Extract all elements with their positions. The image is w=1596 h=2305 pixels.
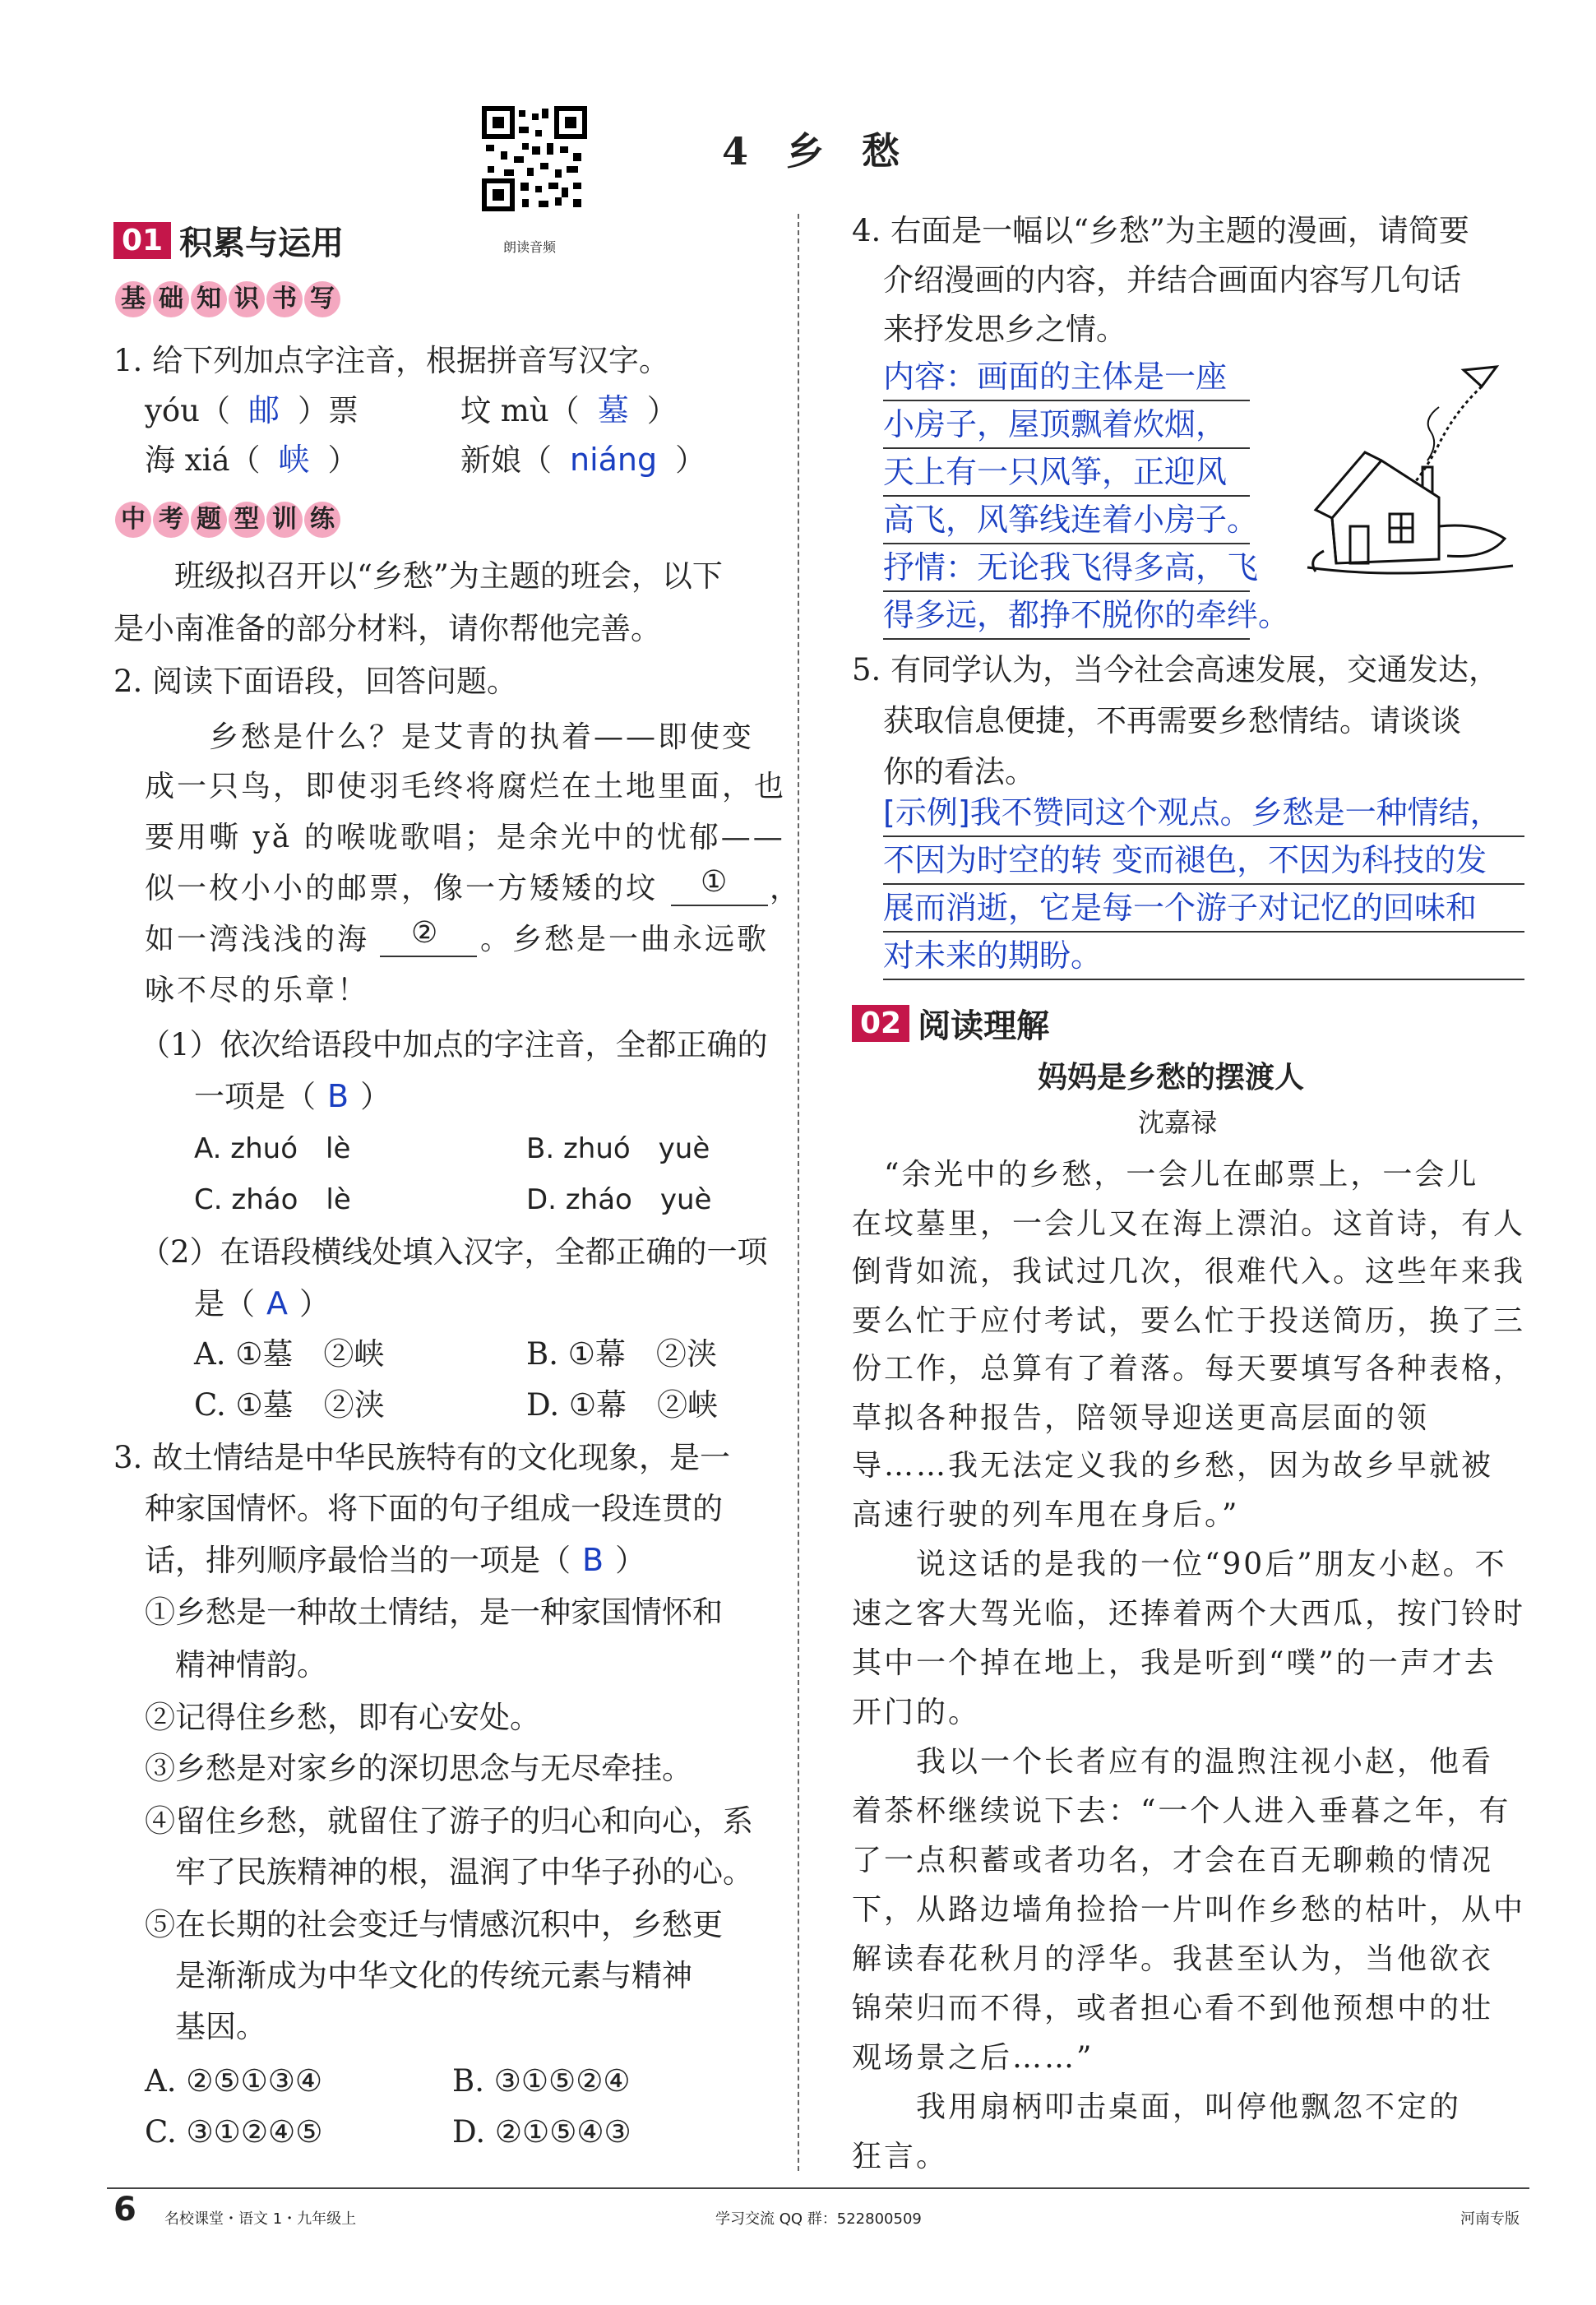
pill-char: 考 xyxy=(153,502,189,538)
q2-1-close: ） xyxy=(360,1079,391,1114)
q1-a-pre: yóu（ xyxy=(145,393,231,428)
passage-line: 要用嘶 yǎ 的喉咙歌唱；是余光中的忧郁—— xyxy=(145,821,785,854)
blank-1: ① xyxy=(701,865,730,899)
blank-1-line xyxy=(671,905,768,906)
q4-answer-line: 小房子，屋顶飘着炊烟， xyxy=(883,406,1228,442)
q3-stem-3 xyxy=(145,1534,645,1586)
passage-comma: ， xyxy=(770,872,803,905)
q2-2-option-a: A. ①墓 ②峡 xyxy=(194,1336,385,1372)
article-line: 狂言。 xyxy=(852,2140,949,2173)
footer-rule xyxy=(107,2187,1529,2189)
answer-underline xyxy=(883,447,1250,449)
pill-char: 写 xyxy=(304,281,340,317)
q1-a-post: ）票 xyxy=(298,393,359,428)
q3-option-c: C. ③①②④⑤ xyxy=(145,2114,323,2150)
article-line: 我以一个长者应有的温煦注视小赵，他看 xyxy=(852,1745,1494,1779)
q2-1-stem: （1）依次给语段中加点的字注音，全都正确的 xyxy=(140,1027,768,1062)
qr-label: 朗读音频 xyxy=(503,239,557,255)
article-line: 了一点积蓄或者功名，才会在百无聊赖的情况 xyxy=(852,1844,1494,1877)
q1-c-answer: 峡 xyxy=(278,442,310,478)
cartoon-house-kite xyxy=(1299,362,1546,592)
passage-line: 咏不尽的乐章！ xyxy=(145,974,370,1007)
q5-stem: 你的看法。 xyxy=(883,754,1035,789)
q1-b-pre: 坟 mù（ xyxy=(460,393,580,428)
q3-sentence: ②记得住乡愁，即有心安处。 xyxy=(145,1700,540,1735)
answer-underline xyxy=(883,495,1250,497)
article-line: 我用扇柄叩击桌面，叫停他飘忽不定的 xyxy=(852,2090,1462,2124)
q3-sentence: ①乡愁是一种故土情结，是一种家国情怀和 xyxy=(145,1595,723,1630)
answer-underline xyxy=(883,931,1524,933)
q2-2-answer: A xyxy=(266,1285,288,1321)
intro-line: 是小南准备的部分材料，请你帮他完善。 xyxy=(113,611,661,646)
blank-2-line xyxy=(380,956,477,957)
pill-char: 型 xyxy=(229,502,265,538)
q2-2-option-d: D. ①幕 ②峡 xyxy=(526,1387,719,1423)
section-number: 01 xyxy=(113,222,171,259)
q4-stem: 介绍漫画的内容，并结合画面内容写几句话 xyxy=(883,262,1461,298)
article-line: 份工作，总算有了着落。每天要填写各种表格， xyxy=(852,1352,1526,1386)
q3-sentence: ③乡愁是对家乡的深切思念与无尽牵挂。 xyxy=(145,1751,692,1786)
article-line: 导……我无法定义我的乡愁，因为故乡早就被 xyxy=(852,1449,1494,1483)
passage-line: 。乡愁是一曲永远歌 xyxy=(480,923,770,956)
pill-char: 训 xyxy=(266,502,303,538)
q1-c-pre: 海 xiá（ xyxy=(145,442,261,478)
q3-sentence: 是渐渐成为中华文化的传统元素与精神 xyxy=(145,1958,692,1993)
passage-line: 成一只鸟，即使羽毛终将腐烂在土地里面，也 xyxy=(145,770,787,803)
q5-stem: 获取信息便捷，不再需要乡愁情结。请谈谈 xyxy=(883,703,1461,738)
q1-item-b xyxy=(460,385,678,437)
q3-stem: 种家国情怀。将下面的句子组成一段连贯的 xyxy=(145,1491,723,1526)
q3-stem: 3. 故土情结是中华民族特有的文化现象，是一 xyxy=(113,1440,731,1475)
q1-d-answer: niáng xyxy=(570,442,658,478)
q5-stem: 5. 有同学认为，当今社会高速发展，交通发达， xyxy=(852,652,1500,687)
answer-underline xyxy=(883,590,1250,592)
q2-2-stem: （2）在语段横线处填入汉字，全都正确的一项 xyxy=(140,1234,768,1270)
qr-code xyxy=(481,105,588,212)
q5-answer-line: 对未来的期盼。 xyxy=(883,937,1103,974)
q2-2-stem-2 xyxy=(194,1278,330,1330)
q2-1-option-b: B. zhuó yuè xyxy=(526,1132,710,1165)
passage-line: 如一湾浅浅的海 xyxy=(145,923,370,956)
q4-answer-line: 天上有一只风筝，正迎风 xyxy=(883,454,1228,490)
subsection-exam-training xyxy=(115,502,342,538)
q1-d-post: ） xyxy=(675,442,706,478)
q5-answer-line: [示例]我不赞同这个观点。乡愁是一种情结， xyxy=(883,794,1501,831)
article-line: 高速行驶的列车甩在身后。” xyxy=(852,1498,1240,1532)
page-title: 4 乡 愁 xyxy=(722,129,900,174)
q1-b-post: ） xyxy=(646,393,678,428)
article-line: 锦荣归而不得，或者担心看不到他预想中的壮 xyxy=(852,1992,1494,2025)
q2-2-prefix: 是（ xyxy=(194,1286,255,1321)
q2-2-close: ） xyxy=(299,1286,330,1321)
answer-underline xyxy=(883,883,1524,885)
q2-2-option-b: B. ①幕 ②浃 xyxy=(526,1336,717,1372)
q1-c-post: ） xyxy=(327,442,359,478)
pill-char: 识 xyxy=(229,281,265,317)
article-line: 开门的。 xyxy=(852,1696,981,1729)
passage-line: 乡愁是什么？是艾青的执着——即使变 xyxy=(145,720,755,754)
q3-sentence: ④留住乡愁，就留住了游子的归心和向心，系 xyxy=(145,1803,753,1839)
pill-char: 题 xyxy=(191,502,227,538)
section-header-reading xyxy=(852,1000,1049,1047)
article-line: 说这话的是我的一位“90后”朋友小赵。不 xyxy=(852,1548,1507,1581)
article-line: 其中一个掉在地上，我是听到“噗”的一声才去 xyxy=(852,1646,1497,1680)
q1-item-a xyxy=(145,385,359,437)
q3-sentence: 精神情韵。 xyxy=(145,1647,327,1682)
pill-char: 练 xyxy=(304,502,340,538)
pill-char: 知 xyxy=(191,281,227,317)
q4-answer-line: 内容：画面的主体是一座 xyxy=(883,359,1228,395)
q2-1-option-d: D. zháo yuè xyxy=(526,1183,712,1216)
q1-item-c xyxy=(145,434,359,486)
q3-option-b: B. ③①⑤②④ xyxy=(452,2063,631,2099)
answer-underline xyxy=(883,638,1250,640)
q4-stem: 来抒发思乡之情。 xyxy=(883,312,1126,347)
edition-label: 河南专版 xyxy=(1460,2210,1520,2228)
q3-prefix: 话，排列顺序最恰当的一项是（ xyxy=(145,1543,571,1578)
answer-underline xyxy=(883,979,1524,980)
q4-answer-line: 得多远，都挣不脱你的牵绊。 xyxy=(883,597,1290,633)
article-line: 草拟各种报告，陪领导迎送更高层面的领 xyxy=(852,1401,1430,1435)
article-line: 要么忙于应付考试，要么忙于投送简历，换了三 xyxy=(852,1304,1526,1338)
blank-2: ② xyxy=(411,916,441,950)
q2-1-option-a: A. zhuó lè xyxy=(194,1132,351,1165)
passage-line: 似一枚小小的邮票，像一方矮矮的坟 xyxy=(145,872,659,905)
article-title: 妈妈是乡愁的摆渡人 xyxy=(1038,1061,1305,1095)
pill-char: 础 xyxy=(153,281,189,317)
q2-2-option-c: C. ①墓 ②浃 xyxy=(194,1387,385,1423)
q3-option-a: A. ②⑤①③④ xyxy=(145,2063,323,2099)
q1-item-d xyxy=(460,434,705,486)
intro-line: 班级拟召开以“乡愁”为主题的班会，以下 xyxy=(113,558,723,594)
article-line: 在坟墓里，一会儿又在海上漂泊。这首诗，有人 xyxy=(852,1207,1526,1241)
q2-1-stem-2 xyxy=(194,1071,391,1122)
qq-group: 学习交流 QQ 群：522800509 xyxy=(715,2210,922,2228)
section-title: 积累与运用 xyxy=(179,224,345,262)
q5-answer-line: 不因为时空的转 变而褪色，不因为科技的发 xyxy=(883,842,1487,878)
q1-b-answer: 墓 xyxy=(597,392,629,428)
q3-answer: B xyxy=(582,1542,604,1578)
article-line: 下，从路边墙角捡拾一片叫作乡愁的枯叶，从中 xyxy=(852,1893,1526,1927)
book-name: 名校课堂・语文 1・九年级上 xyxy=(164,2210,357,2228)
q3-option-d: D. ②①⑤④③ xyxy=(452,2114,631,2150)
column-divider xyxy=(798,214,799,2171)
q2-1-prefix: 一项是（ xyxy=(194,1079,316,1114)
article-author: 沈嘉禄 xyxy=(1138,1107,1218,1138)
article-line: 着茶杯继续说下去：“一个人进入垂暮之年，有 xyxy=(852,1794,1511,1828)
subsection-basic-writing xyxy=(115,281,342,317)
q3-sentence: 基因。 xyxy=(145,2009,266,2044)
q4-answer-line: 抒情：无论我飞得多高，飞 xyxy=(883,549,1259,586)
q1-a-answer: 邮 xyxy=(248,392,280,428)
article-line: “余光中的乡愁，一会儿在邮票上，一会儿 xyxy=(852,1158,1479,1192)
article-line: 速之客大驾光临，还捧着两个大西瓜，按门铃时 xyxy=(852,1597,1526,1631)
q2-1-answer: B xyxy=(327,1078,349,1114)
q4-answer-line: 高飞，风筝线连着小房子。 xyxy=(883,502,1259,538)
article-line: 观场景之后……” xyxy=(852,2041,1094,2075)
pill-char: 基 xyxy=(115,281,151,317)
article-line: 解读春花秋月的浮华。我甚至认为，当他欲衣 xyxy=(852,1942,1494,1976)
q3-sentence: 牢了民族精神的根，温润了中华子孙的心。 xyxy=(145,1854,753,1890)
section-number: 02 xyxy=(852,1005,909,1042)
q3-sentence: ⑤在长期的社会变迁与情感沉积中，乡愁更 xyxy=(145,1907,723,1942)
q4-stem: 4. 右面是一幅以“乡愁”为主题的漫画，请简要 xyxy=(852,213,1469,248)
answer-underline xyxy=(883,400,1250,401)
page-number: 6 xyxy=(113,2191,136,2229)
q1-stem: 1. 给下列加点字注音，根据拼音写汉字。 xyxy=(113,343,670,378)
section-header-accumulation xyxy=(113,217,344,264)
answer-underline xyxy=(883,835,1524,837)
q5-answer-line: 展而消逝，它是每一个游子对记忆的回味和 xyxy=(883,890,1478,926)
q3-close: ） xyxy=(615,1543,646,1578)
q1-d-pre: 新娘（ xyxy=(460,442,552,478)
q2-stem: 2. 阅读下面语段，回答问题。 xyxy=(113,664,518,699)
pill-char: 书 xyxy=(266,281,303,317)
pill-char: 中 xyxy=(115,502,151,538)
answer-underline xyxy=(883,543,1250,544)
q2-1-option-c: C. zháo lè xyxy=(194,1183,351,1216)
article-line: 倒背如流，我试过几次，很难代入。这些年来我 xyxy=(852,1255,1526,1289)
section-title: 阅读理解 xyxy=(918,1007,1050,1045)
